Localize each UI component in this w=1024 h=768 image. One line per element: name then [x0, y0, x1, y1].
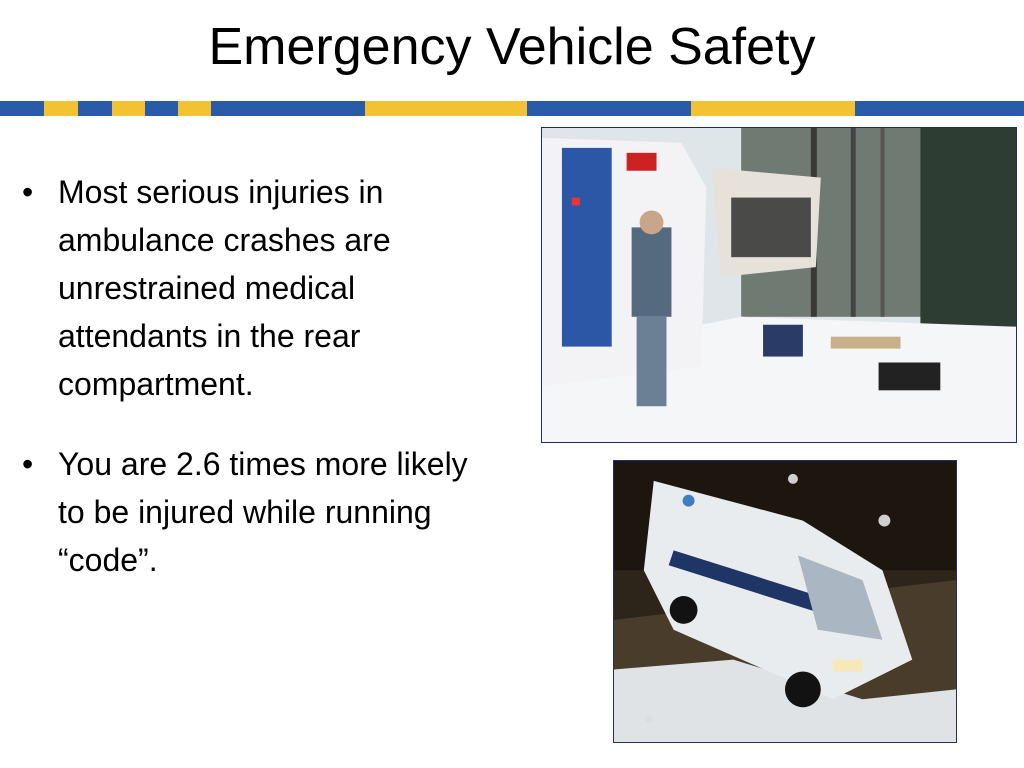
slide-title: Emergency Vehicle Safety: [208, 18, 816, 76]
ambulance-crash-photo-top: [541, 127, 1017, 443]
bullet-icon: •: [22, 446, 34, 482]
bullet-list: [22, 168, 492, 616]
bullet-text: You are 2.6 times more likely to be injured while running “code”.: [58, 446, 468, 578]
bullet-text: Most serious injuries in ambulance crashes are unrestrained medical attendants in the rear compartment.: [58, 174, 391, 402]
bullet-item: [22, 440, 492, 584]
bullet-icon: •: [22, 174, 34, 210]
ambulance-crash-photo-icon: [614, 461, 956, 742]
decorative-stripe: [0, 101, 1024, 116]
bullet-item: [22, 168, 492, 408]
ambulance-crash-photo-icon: [542, 128, 1016, 442]
ambulance-crash-photo-bottom: [613, 460, 957, 743]
